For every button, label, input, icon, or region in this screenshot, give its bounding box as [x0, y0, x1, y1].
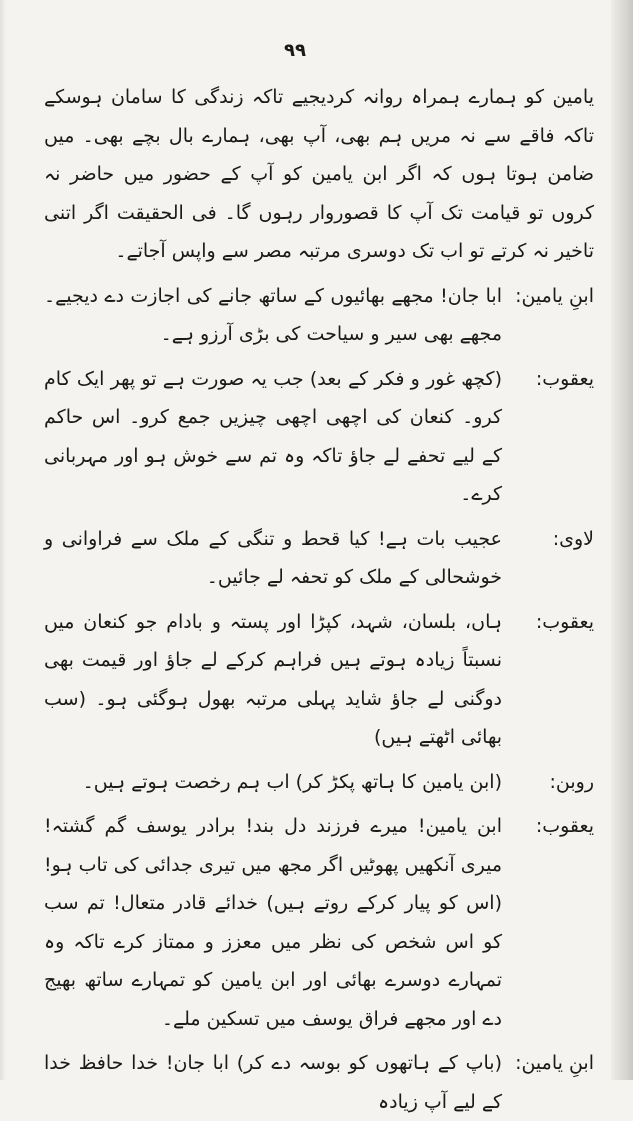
speaker-name: یعقوب:: [535, 815, 594, 837]
speech-text: (باپ کے ہاتھوں کو بوسہ دے کر) ابا جان! خدا حافظ خدا کے لیے آپ زیادہ: [44, 1052, 502, 1113]
speaker-name: لاوی:: [552, 527, 594, 550]
dialogue-entry: [44, 603, 594, 757]
speaker-name: یعقوب:: [535, 367, 594, 390]
speech-text: ابا جان! مجھے بھائیوں کے ساتھ جانے کی اجازت دے دیجیے۔ مجھے بھی سیر و سیاحت کی بڑی آرزو ہے۔: [44, 284, 502, 345]
speech-text: (ابن یامین کا ہاتھ پکڑ کر) اب ہم رخصت ہوتے ہیں۔: [82, 770, 502, 793]
dialogue-entry: [44, 763, 594, 802]
opening-paragraph: یامین کو ہمارے ہمراہ روانہ کردیجیے تاکہ زندگی کا سامان ہوسکے تاکہ فاقے سے نہ مریں ہم بھی، آپ بھی، ہمارے بال بچے بھی۔ میں ضامن ہوتا ہوں کہ اگر ابن یامین کو آپ کے حضور میں حاضر نہ کروں تو قیامت تک آپ کا قصوروار رہوں گا۔ فی الحقیقت اگر اتنی تاخیر نہ کرتے تو اب تک دوسری مرتبہ مصر سے واپس آجاتے۔: [44, 86, 594, 262]
speaker-name: روبن:: [549, 770, 594, 793]
speech-text: عجیب بات ہے! کیا قحط و تنگی کے ملک سے فراوانی و خوشحالی کے ملک کو تحفہ لے جائیں۔: [44, 527, 502, 588]
dialogue-entry: [44, 807, 594, 1038]
dialogue-entry: [44, 277, 594, 354]
speaker-name: ابنِ یامین:: [515, 284, 594, 307]
page-left-shadow: [0, 0, 6, 1080]
page-body: [44, 78, 594, 1121]
speaker-name: ابنِ یامین:: [515, 1052, 594, 1074]
page-binding-edge: [611, 0, 633, 1080]
speech-text: (کچھ غور و فکر کے بعد) جب یہ صورت ہے تو پھر ایک کام کرو۔ کنعان کی اچھی اچھی چیزیں جمع کرو۔ اس حاکم کے لیے تحفے لے جاؤ تاکہ وہ تم سے خوش ہو اور مہربانی کرے۔: [44, 367, 502, 505]
page-number: ۹۹: [284, 40, 306, 61]
speech-text: ابن یامین! میرے فرزند دل بند! برادر یوسف گم گشتہ! میری آنکھیں پھوٹیں اگر مجھ میں تیری جدائی کی تاب ہو! (اس کو پیار کرکے روتے ہیں) خدائے قادر متعال! تم سب کو اس شخص کی نظر میں معزز و ممتاز کرے تاکہ وہ تمہارے دوسرے بھائی اور ابن یامین کو تمہارے ساتھ بھیج دے اور مجھے فراق یوسف میں تسکین ملے۔: [44, 815, 502, 1030]
dialogue-entry: [44, 1044, 594, 1121]
dialogue-entry: [44, 360, 594, 514]
speaker-name: یعقوب:: [535, 610, 594, 633]
dialogue-entry: [44, 520, 594, 597]
speech-text: ہاں، بلسان، شہد، کپڑا اور پستہ و بادام جو کنعان میں نسبتاً زیادہ ہوتے ہیں فراہم کرکے لے جاؤ اور قیمت بھی دوگنی لے جاؤ شاید پہلی مرتبہ بھول ہوگئی ہو۔ (سب بھائی اٹھتے ہیں): [44, 610, 502, 748]
